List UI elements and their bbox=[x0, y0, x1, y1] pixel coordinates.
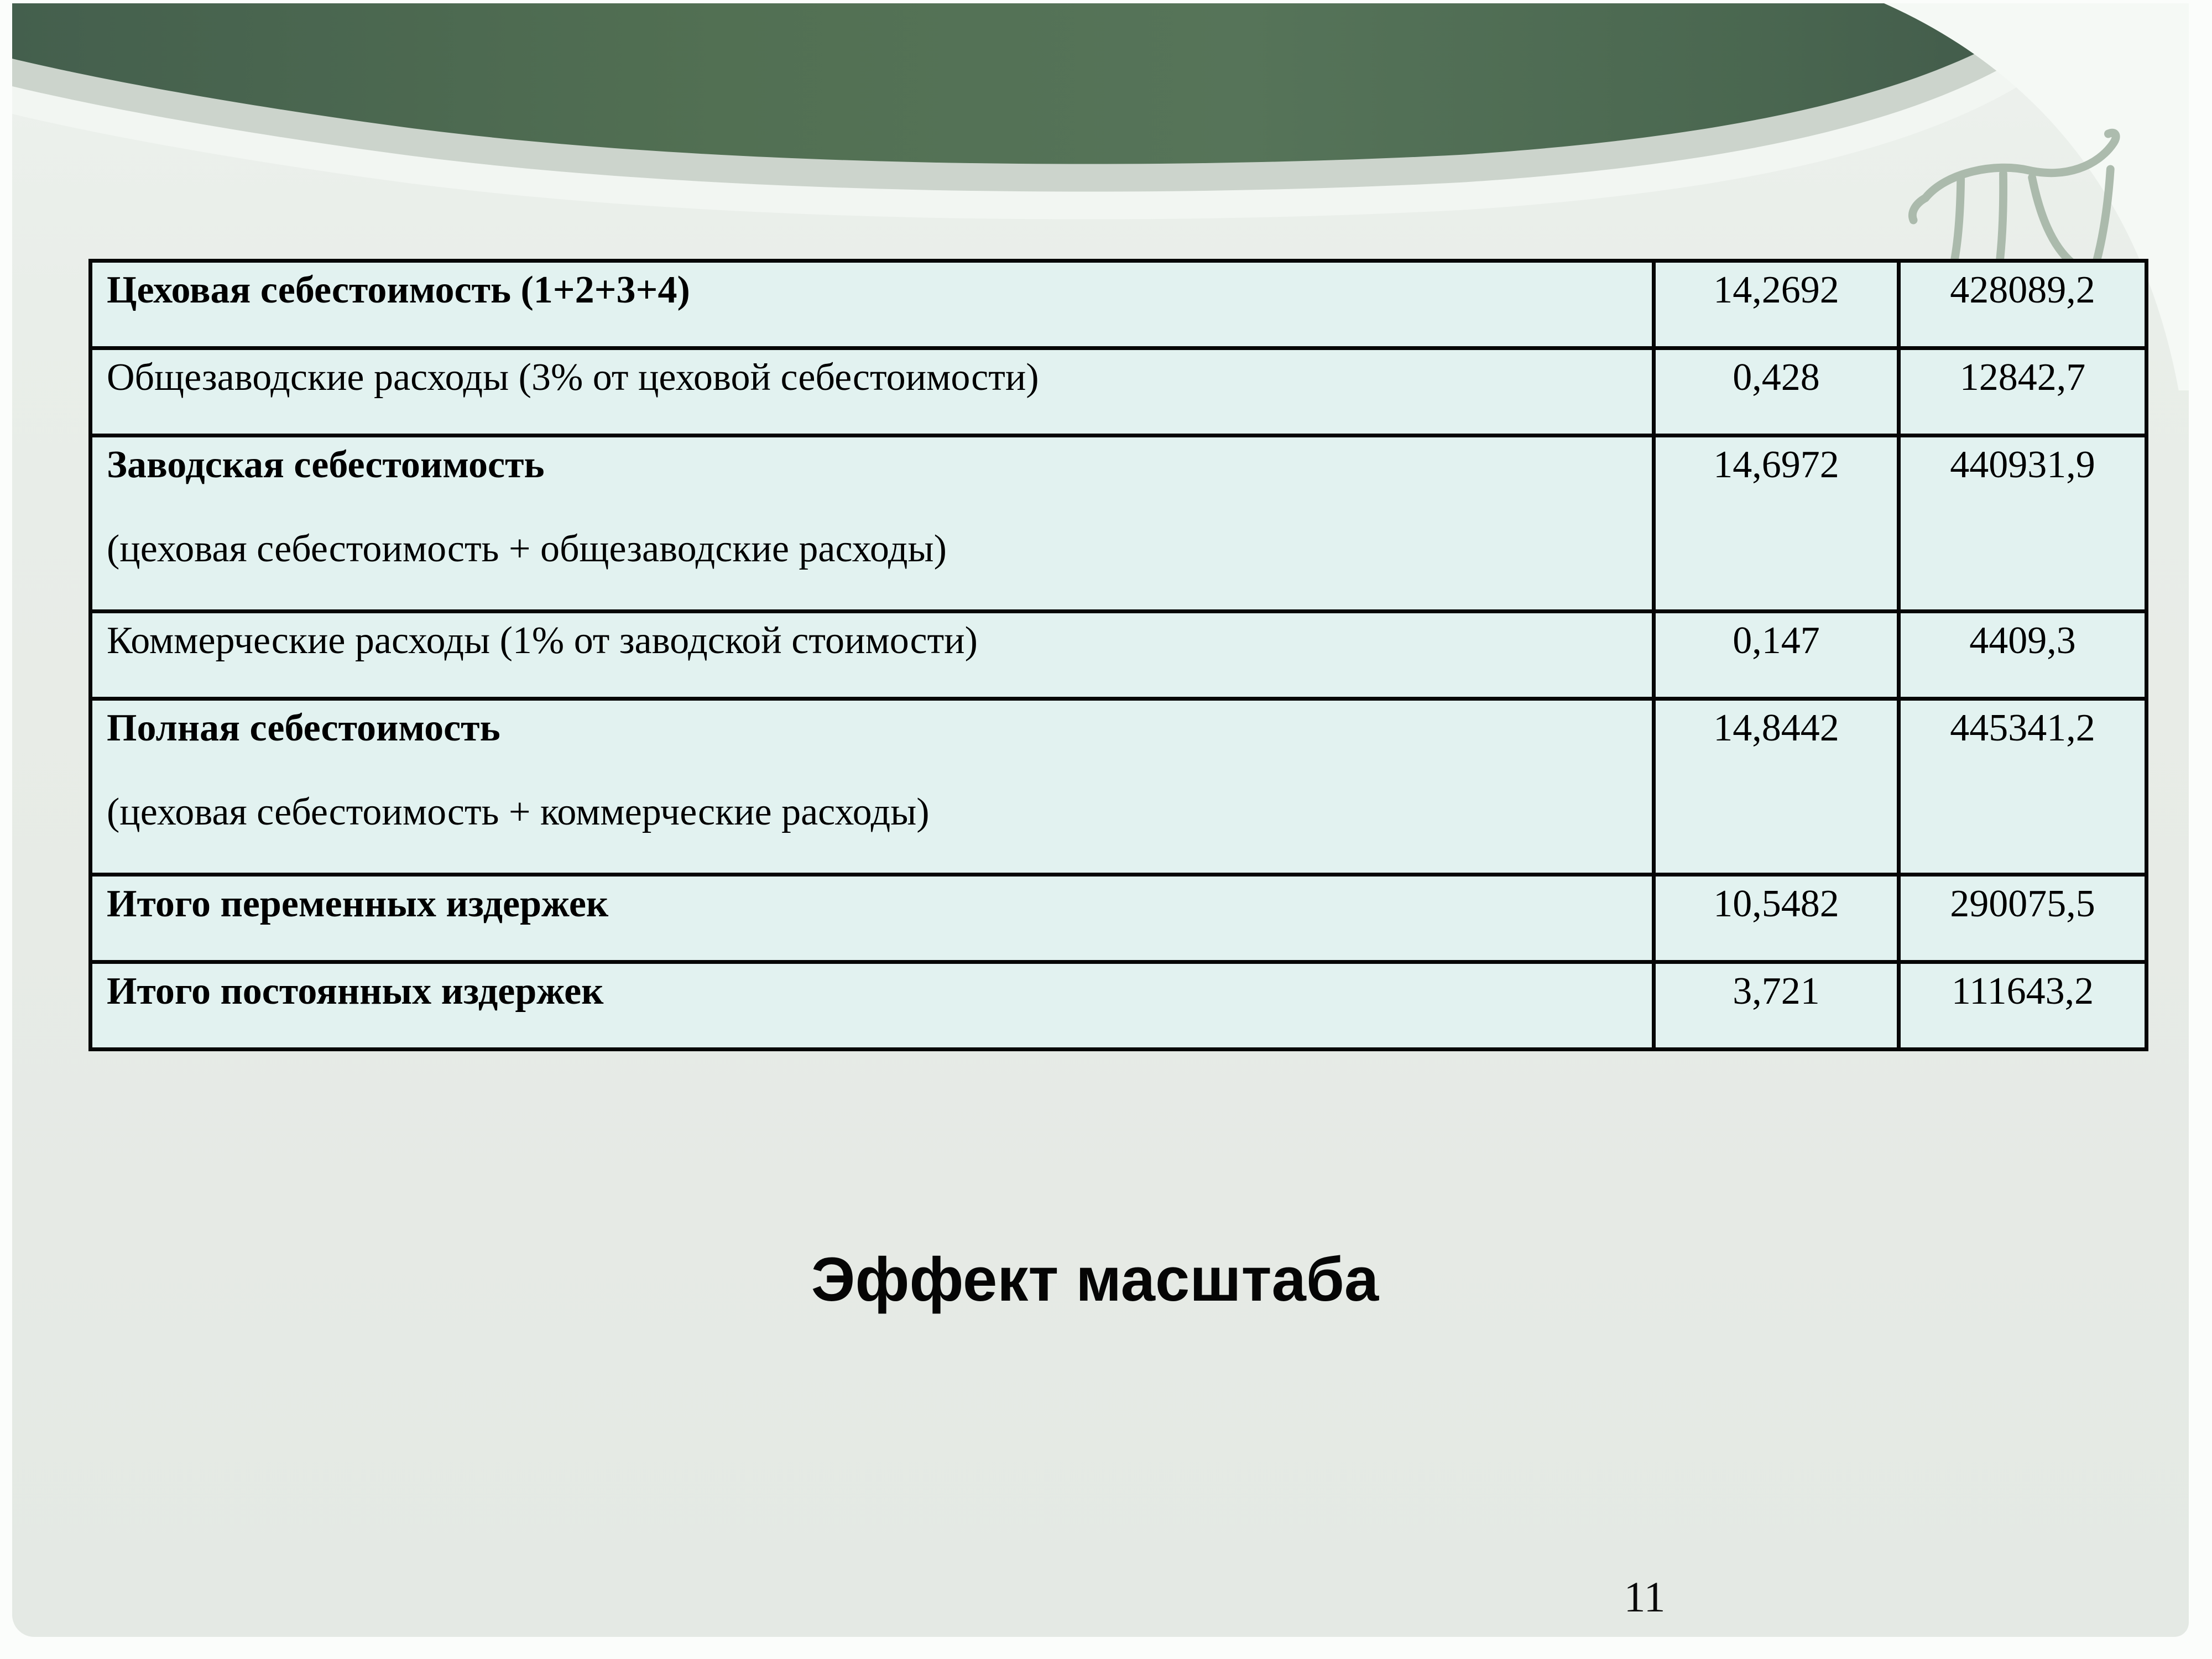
cost-table-body bbox=[91, 261, 2147, 1050]
table-row bbox=[91, 612, 2147, 699]
row-label-cell bbox=[91, 962, 1654, 1050]
row-total-value: 111643,2 bbox=[1899, 962, 2147, 1050]
table-row bbox=[91, 962, 2147, 1050]
row-per-unit-value: 10,5482 bbox=[1654, 875, 1899, 962]
row-per-unit-value: 14,2692 bbox=[1654, 261, 1899, 348]
row-sublabel: (цеховая себестоимость + коммерческие расходы) bbox=[107, 791, 930, 833]
table-row bbox=[91, 699, 2147, 875]
row-total-value: 4409,3 bbox=[1899, 612, 2147, 699]
row-label-cell bbox=[91, 436, 1654, 612]
row-label: Итого переменных издержек bbox=[107, 883, 609, 925]
row-per-unit-value: 0,147 bbox=[1654, 612, 1899, 699]
row-total-value: 428089,2 bbox=[1899, 261, 2147, 348]
row-sublabel: (цеховая себестоимость + общезаводские расходы) bbox=[107, 528, 947, 570]
row-label-cell bbox=[91, 699, 1654, 875]
row-label-cell bbox=[91, 875, 1654, 962]
table-row bbox=[91, 436, 2147, 612]
row-per-unit-value: 14,6972 bbox=[1654, 436, 1899, 612]
row-per-unit-value: 3,721 bbox=[1654, 962, 1899, 1050]
row-label: Итого постоянных издержек bbox=[107, 970, 604, 1013]
row-label-cell bbox=[91, 261, 1654, 348]
row-per-unit-value: 14,8442 bbox=[1654, 699, 1899, 875]
row-total-value: 440931,9 bbox=[1899, 436, 2147, 612]
table-row bbox=[91, 261, 2147, 348]
page-number: 11 bbox=[1624, 1573, 1666, 1621]
row-label-cell bbox=[91, 612, 1654, 699]
cost-table bbox=[88, 259, 2148, 1051]
row-label-cell bbox=[91, 348, 1654, 436]
row-total-value: 445341,2 bbox=[1899, 699, 2147, 875]
row-label: Цеховая себестоимость (1+2+3+4) bbox=[107, 269, 690, 311]
table-row bbox=[91, 875, 2147, 962]
row-total-value: 12842,7 bbox=[1899, 348, 2147, 436]
row-label: Коммерческие расходы (1% от заводской стоимости) bbox=[107, 619, 978, 662]
row-label: Заводская себестоимость bbox=[107, 444, 545, 486]
row-total-value: 290075,5 bbox=[1899, 875, 2147, 962]
slide-content-area bbox=[12, 3, 2189, 1637]
row-label: Полная себестоимость bbox=[107, 707, 500, 749]
slide-caption: Эффект масштаба bbox=[811, 1245, 1379, 1314]
table-row bbox=[91, 348, 2147, 436]
row-label: Общезаводские расходы (3% от цеховой себестоимости) bbox=[107, 356, 1039, 399]
row-per-unit-value: 0,428 bbox=[1654, 348, 1899, 436]
